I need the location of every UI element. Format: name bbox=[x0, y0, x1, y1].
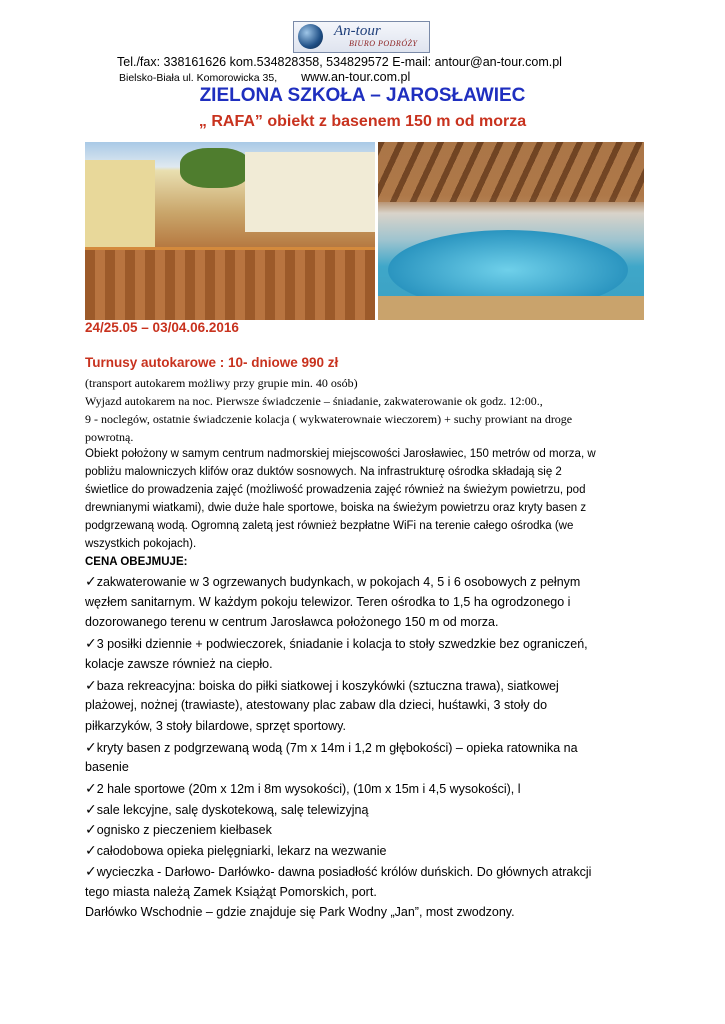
trip-dates: 24/25.05 – 03/04.06.2016 bbox=[85, 320, 239, 335]
includes-item bbox=[85, 615, 498, 629]
page-title: ZIELONA SZKOŁA – JAROSŁAWIEC bbox=[199, 85, 526, 106]
includes-item bbox=[85, 678, 559, 694]
includes-item bbox=[85, 781, 520, 797]
logo-name: An-tour bbox=[334, 23, 381, 39]
page-subtitle: „ RAFA” obiekt z basenem 150 m od morza bbox=[198, 113, 527, 130]
agency-logo bbox=[293, 21, 430, 53]
schedule-line: Wyjazd autokarem na noc. Pierwsze świadczenie – śniadanie, zakwaterowanie ok godz. 12:00., bbox=[85, 394, 543, 408]
includes-item bbox=[85, 719, 346, 733]
includes-text: basenie bbox=[85, 760, 129, 775]
includes-item bbox=[85, 760, 129, 774]
logo-subtitle: BIURO PODRÓŻY bbox=[349, 39, 418, 48]
checkmark-icon: ✓ bbox=[85, 843, 97, 860]
trip-price: Turnusy autokarowe : 10- dniowe 990 zł bbox=[85, 355, 339, 370]
includes-item bbox=[85, 822, 272, 838]
includes-text: całodobowa opieka pielęgniarki, lekarz na wezwanie bbox=[96, 844, 387, 859]
resort-courtyard-photo bbox=[85, 142, 375, 320]
description-line: Obiekt położony w samym centrum nadmorskiej miejscowości Jarosławiec, 150 metrów od morza, w bbox=[85, 448, 596, 460]
includes-text: ognisko z pieczeniem kiełbasek bbox=[96, 823, 272, 838]
includes-item bbox=[85, 802, 368, 818]
includes-item bbox=[85, 843, 387, 859]
checkmark-icon: ✓ bbox=[85, 677, 97, 694]
schedule-line: 9 - noclegów, ostatnie świadczenie kolacja ( wykwaterownaie wieczorem) + suchy prowiant na droge bbox=[85, 412, 573, 426]
description-line: podgrzewaną wodą. Ogromną zaletą jest również bezpłatne WiFi na terenie całego ośrodka (we bbox=[85, 520, 574, 532]
checkmark-icon: ✓ bbox=[85, 801, 97, 818]
contact-line: Tel./fax: 338161626 kom.534828358, 534829572 E-mail: antour@an-tour.com.pl bbox=[117, 55, 562, 69]
includes-text: baza rekreacyjna: boiska do piłki siatkowej i koszykówki (sztuczna trawa), siatkowej bbox=[96, 678, 559, 693]
includes-text: węzłem sanitarnym. W każdym pokoju telewizor. Teren ośrodka to 1,5 ha ogrodzonego i bbox=[85, 594, 571, 609]
description-line: drewnianymi wiatkami), dwie duże hale sportowe, boiska na świeżym powietrzu oraz kryty basen z bbox=[85, 502, 587, 514]
address: Bielsko-Biała ul. Komorowicka 35, bbox=[119, 72, 278, 84]
includes-text: piłkarzyków, 3 stoły bilardowe, sprzęt sportowy. bbox=[85, 718, 346, 733]
includes-text: 2 hale sportowe (20m x 12m i 8m wysokości), (10m x 15m i 4,5 wysokości), l bbox=[96, 782, 521, 796]
includes-text: plażowej, nożnej (trawiaste), atestowany plac zabaw dla dzieci, huśtawki, 3 stoły do bbox=[85, 698, 548, 713]
checkmark-icon: ✓ bbox=[85, 739, 97, 756]
schedule-line: powrotną. bbox=[85, 430, 134, 444]
includes-text: Darłówko Wschodnie – gdzie znajduje się Park Wodny „Jan”, most zwodzony. bbox=[85, 905, 515, 920]
indoor-pool-photo bbox=[378, 142, 644, 320]
includes-item bbox=[85, 740, 578, 756]
includes-item bbox=[85, 885, 377, 899]
includes-item bbox=[85, 657, 273, 671]
checkmark-icon: ✓ bbox=[85, 822, 97, 839]
transport-note: (transport autokarem możliwy przy grupie min. 40 osób) bbox=[85, 376, 358, 390]
includes-item bbox=[85, 905, 515, 919]
includes-text: sale lekcyjne, salę dyskotekową, salę telewizyjną bbox=[96, 802, 369, 817]
checkmark-icon: ✓ bbox=[85, 781, 97, 797]
includes-item bbox=[85, 864, 591, 880]
includes-item bbox=[85, 574, 580, 590]
description-line: wszystkich pokojach). bbox=[85, 538, 197, 550]
includes-text: dozorowanego terenu w centrum Jarosławca położonego 150 m od morza. bbox=[85, 615, 499, 630]
website-link[interactable]: www.an-tour.com.pl bbox=[301, 70, 411, 84]
description-line: pobliżu malowniczych klifów oraz duktów sosnowych. Na infrastrukturę ośrodka składają się 2 bbox=[85, 466, 562, 478]
description-line: świetlice do prowadzenia zajęć (możliwość prowadzenia zajęć również na świeżym powietrzu, pod bbox=[85, 484, 586, 496]
includes-text: wycieczka - Darłowo- Darłówko- dawna posiadłość królów duńskich. Do głównych atrakcji bbox=[96, 864, 592, 879]
checkmark-icon: ✓ bbox=[85, 863, 97, 880]
includes-text: 3 posiłki dziennie + podwieczorek, śniadanie i kolacja to stoły szwedzkie bez ograniczeń, bbox=[96, 637, 588, 652]
price-includes-header: CENA OBEJMUJE: bbox=[85, 556, 188, 568]
address-line bbox=[119, 70, 410, 84]
includes-item bbox=[85, 595, 570, 609]
includes-item bbox=[85, 698, 547, 712]
includes-text: kryty basen z podgrzewaną wodą (7m x 14m i 1,2 m głębokości) – opieka ratownika na bbox=[96, 740, 578, 755]
includes-text: kolacje zawsze również na ciepło. bbox=[85, 656, 273, 671]
checkmark-icon: ✓ bbox=[85, 636, 97, 653]
checkmark-icon: ✓ bbox=[85, 574, 97, 590]
includes-text: tego miasta należą Zamek Książąt Pomorskich, port. bbox=[85, 884, 377, 899]
includes-item bbox=[85, 636, 588, 652]
globe-icon bbox=[298, 24, 323, 49]
includes-text: zakwaterowanie w 3 ogrzewanych budynkach, w pokojach 4, 5 i 6 osobowych z pełnym bbox=[96, 575, 581, 589]
